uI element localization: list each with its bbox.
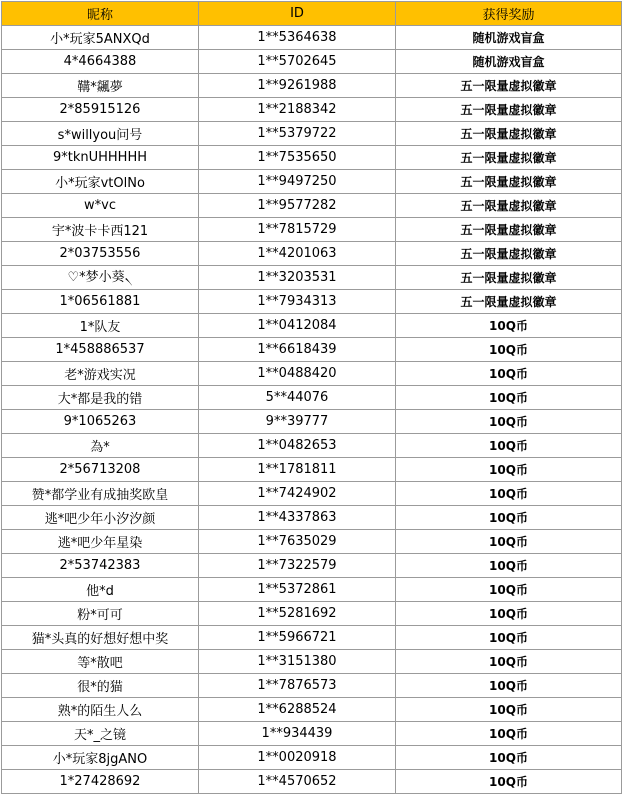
table-row [2, 170, 622, 194]
table-row [2, 266, 622, 290]
reward-cell: 五一限量虚拟徽章 [396, 266, 622, 290]
table-row [2, 674, 622, 698]
nickname-cell: 他*d [2, 578, 199, 602]
nickname-cell: 4*4664388 [2, 50, 199, 74]
header-id: ID [199, 2, 396, 26]
reward-cell: 10Q币 [396, 482, 622, 506]
header-reward: 获得奖励 [396, 2, 622, 26]
table-row [2, 314, 622, 338]
nickname-cell: 為* [2, 434, 199, 458]
table-row [2, 218, 622, 242]
id-cell: 1**5281692 [199, 602, 396, 626]
table-row [2, 458, 622, 482]
table-header [2, 2, 622, 26]
id-cell: 1**6288524 [199, 698, 396, 722]
reward-cell: 10Q币 [396, 362, 622, 386]
table-row [2, 482, 622, 506]
nickname-cell: 1*27428692 [2, 770, 199, 794]
id-cell: 1**5702645 [199, 50, 396, 74]
nickname-cell: 9*tknUHHHHH [2, 146, 199, 170]
table-row [2, 626, 622, 650]
table-row [2, 506, 622, 530]
reward-cell: 10Q币 [396, 722, 622, 746]
nickname-cell: 粉*可可 [2, 602, 199, 626]
nickname-cell: s*willyou问号 [2, 122, 199, 146]
reward-cell: 随机游戏盲盒 [396, 26, 622, 50]
table-body [2, 26, 622, 794]
id-cell: 1**0482653 [199, 434, 396, 458]
id-cell: 1**7535650 [199, 146, 396, 170]
id-cell: 1**7876573 [199, 674, 396, 698]
table-row [2, 554, 622, 578]
nickname-cell: 鞲*飊夢 [2, 74, 199, 98]
reward-cell: 10Q币 [396, 650, 622, 674]
nickname-cell: 2*56713208 [2, 458, 199, 482]
id-cell: 1**9261988 [199, 74, 396, 98]
reward-cell: 10Q币 [396, 770, 622, 794]
nickname-cell: 小*玩家5ANXQd [2, 26, 199, 50]
reward-cell: 五一限量虚拟徽章 [396, 242, 622, 266]
table-row [2, 746, 622, 770]
reward-cell: 10Q币 [396, 410, 622, 434]
id-cell: 1**4570652 [199, 770, 396, 794]
reward-cell: 10Q币 [396, 530, 622, 554]
nickname-cell: 2*85915126 [2, 98, 199, 122]
nickname-cell: 1*队友 [2, 314, 199, 338]
reward-cell: 五一限量虚拟徽章 [396, 290, 622, 314]
nickname-cell: 逃*吧少年小汐汐颜 [2, 506, 199, 530]
id-cell: 1**7815729 [199, 218, 396, 242]
header-row [2, 2, 622, 26]
id-cell: 1**6618439 [199, 338, 396, 362]
table-row [2, 530, 622, 554]
nickname-cell: 天*_之镜 [2, 722, 199, 746]
reward-cell: 五一限量虚拟徽章 [396, 122, 622, 146]
table-row [2, 242, 622, 266]
nickname-cell: 等*散吧 [2, 650, 199, 674]
reward-cell: 五一限量虚拟徽章 [396, 194, 622, 218]
nickname-cell: 2*03753556 [2, 242, 199, 266]
id-cell: 1**2188342 [199, 98, 396, 122]
nickname-cell: w*vc [2, 194, 199, 218]
table-row [2, 386, 622, 410]
id-cell: 1**9577282 [199, 194, 396, 218]
table-row [2, 650, 622, 674]
id-cell: 1**7322579 [199, 554, 396, 578]
id-cell: 1**5372861 [199, 578, 396, 602]
reward-cell: 五一限量虚拟徽章 [396, 146, 622, 170]
id-cell: 1**0488420 [199, 362, 396, 386]
table-row [2, 410, 622, 434]
reward-cell: 10Q币 [396, 338, 622, 362]
id-cell: 1**0412084 [199, 314, 396, 338]
table-row [2, 26, 622, 50]
reward-cell: 10Q币 [396, 458, 622, 482]
reward-cell: 10Q币 [396, 626, 622, 650]
reward-cell: 10Q币 [396, 746, 622, 770]
nickname-cell: 小*玩家vtOlNo [2, 170, 199, 194]
nickname-cell: 1*458886537 [2, 338, 199, 362]
nickname-cell: 2*53742383 [2, 554, 199, 578]
table-row [2, 50, 622, 74]
winner-table [1, 1, 622, 794]
table-row [2, 122, 622, 146]
id-cell: 1**4201063 [199, 242, 396, 266]
nickname-cell: 9*1065263 [2, 410, 199, 434]
reward-cell: 10Q币 [396, 698, 622, 722]
id-cell: 5**44076 [199, 386, 396, 410]
id-cell: 1**5966721 [199, 626, 396, 650]
table-row [2, 362, 622, 386]
reward-cell: 10Q币 [396, 554, 622, 578]
table-row [2, 146, 622, 170]
nickname-cell: 熟*的陌生人么 [2, 698, 199, 722]
table-row [2, 578, 622, 602]
id-cell: 1**1781811 [199, 458, 396, 482]
id-cell: 1**9497250 [199, 170, 396, 194]
nickname-cell: 猫*头真的好想好想中奖 [2, 626, 199, 650]
reward-cell: 10Q币 [396, 602, 622, 626]
table-row [2, 98, 622, 122]
nickname-cell: 逃*吧少年星染 [2, 530, 199, 554]
table-row [2, 602, 622, 626]
id-cell: 1**4337863 [199, 506, 396, 530]
nickname-cell: 老*游戏实况 [2, 362, 199, 386]
header-nickname: 昵称 [2, 2, 199, 26]
id-cell: 1**7934313 [199, 290, 396, 314]
table-row [2, 770, 622, 794]
table-row [2, 338, 622, 362]
reward-cell: 随机游戏盲盒 [396, 50, 622, 74]
reward-cell: 10Q币 [396, 578, 622, 602]
id-cell: 1**3203531 [199, 266, 396, 290]
nickname-cell: 小*玩家8jgANO [2, 746, 199, 770]
reward-cell: 10Q币 [396, 674, 622, 698]
reward-cell: 五一限量虚拟徽章 [396, 218, 622, 242]
id-cell: 1**934439 [199, 722, 396, 746]
id-cell: 1**0020918 [199, 746, 396, 770]
id-cell: 1**5379722 [199, 122, 396, 146]
nickname-cell: ♡*梦小葵৲ [2, 266, 199, 290]
reward-cell: 10Q币 [396, 506, 622, 530]
reward-cell: 10Q币 [396, 386, 622, 410]
nickname-cell: 赞*都学业有成抽奖欧皇 [2, 482, 199, 506]
table-row [2, 434, 622, 458]
id-cell: 1**7424902 [199, 482, 396, 506]
id-cell: 1**5364638 [199, 26, 396, 50]
reward-cell: 10Q币 [396, 434, 622, 458]
id-cell: 1**3151380 [199, 650, 396, 674]
nickname-cell: 很*的猫 [2, 674, 199, 698]
table-row [2, 722, 622, 746]
table-row [2, 194, 622, 218]
table-row [2, 290, 622, 314]
table-row [2, 698, 622, 722]
nickname-cell: 大*都是我的错 [2, 386, 199, 410]
reward-cell: 五一限量虚拟徽章 [396, 170, 622, 194]
nickname-cell: 宇*波卡卡西121 [2, 218, 199, 242]
nickname-cell: 1*06561881 [2, 290, 199, 314]
reward-cell: 五一限量虚拟徽章 [396, 98, 622, 122]
id-cell: 9**39777 [199, 410, 396, 434]
table-row [2, 74, 622, 98]
id-cell: 1**7635029 [199, 530, 396, 554]
reward-cell: 10Q币 [396, 314, 622, 338]
reward-cell: 五一限量虚拟徽章 [396, 74, 622, 98]
